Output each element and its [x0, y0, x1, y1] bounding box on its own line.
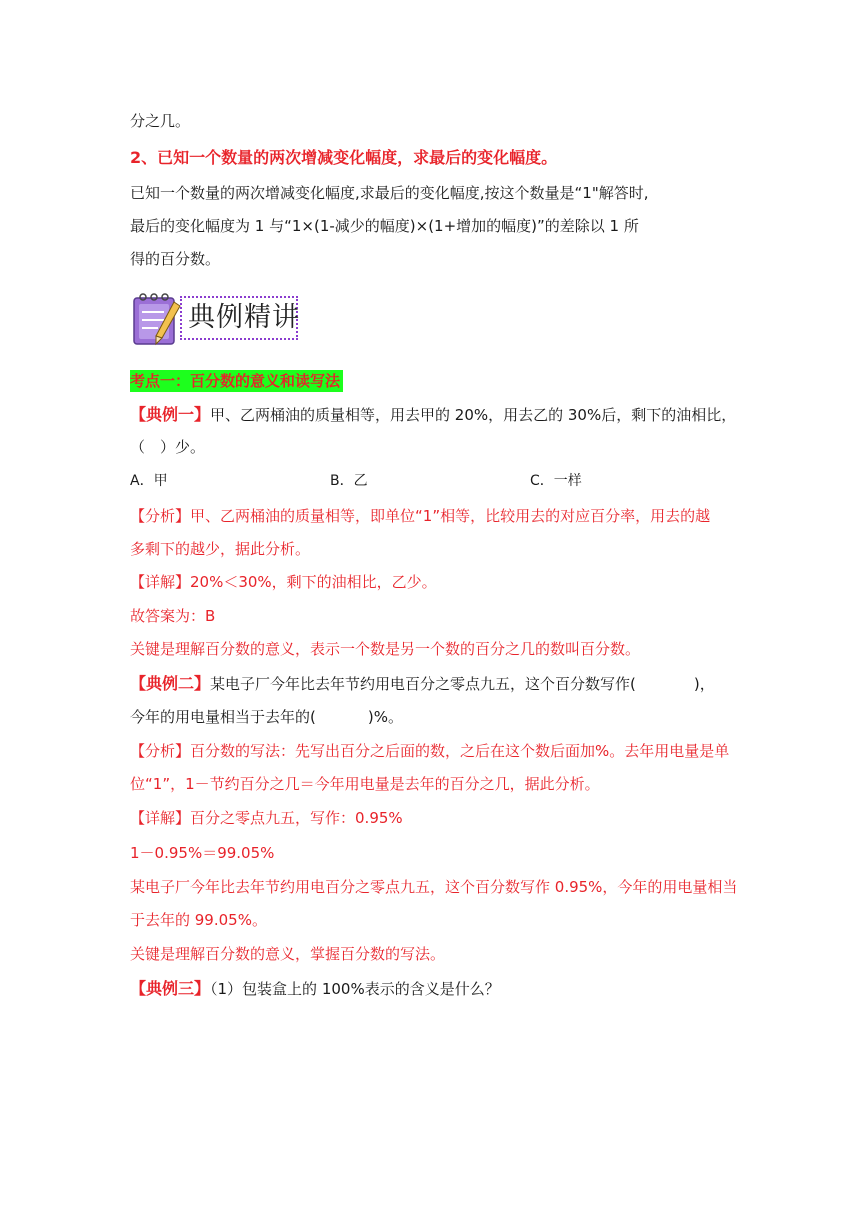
example-1-label: 【典例一】 [130, 405, 211, 424]
example-2-summary-line-1: 某电子厂今年比去年节约用电百分之零点九五，这个百分数写作 0.95%，今年的用电量相当 [130, 878, 738, 896]
example-1-question-line-2: （ ）少。 [130, 438, 206, 456]
example-2-detail: 【详解】百分之零点九五，写作：0.95% [130, 809, 403, 827]
para-line-2: 最后的变化幅度为 1 与“1×(1-减少的幅度)×(1+增加的幅度)”的差除以 1 所 [130, 217, 639, 235]
para-line-3: 得的百分数。 [130, 250, 221, 268]
example-3-question-text: （1）包装盒上的 100%表示的含义是什么？ [210, 980, 500, 998]
example-2-label: 【典例二】 [130, 674, 211, 693]
notepad-pencil-icon [130, 290, 186, 348]
example-1-detail: 【详解】20%＜30%，剩下的油相比，乙少。 [130, 573, 437, 591]
example-3-question-line-1 [130, 978, 500, 1000]
example-1-option-b: B．乙 [330, 473, 368, 489]
example-1-option-a: A．甲 [130, 473, 168, 489]
example-1-question-text: 甲、乙两桶油的质量相等，用去甲的 20%，用去乙的 30%后，剩下的油相比， [210, 406, 737, 424]
example-2-question-text-b: )， [693, 675, 715, 693]
section-heading-1: 考点一：百分数的意义和读写法 [130, 370, 343, 392]
intro-tail-text: 分之几。 [130, 112, 191, 130]
example-2-question-text-c: 今年的用电量相当于去年的( [130, 708, 316, 726]
example-2-question-text-d: )%。 [367, 708, 403, 726]
example-2-calc: 1－0.95%＝99.05% [130, 844, 275, 862]
banner-title: 典例精讲 [188, 302, 300, 333]
example-1-key-point: 关键是理解百分数的意义，表示一个数是另一个数的百分之几的数叫百分数。 [130, 640, 641, 658]
example-1-option-c: C．一样 [530, 473, 582, 489]
example-1-analysis-line-2: 多剩下的越少，据此分析。 [130, 540, 311, 558]
example-1-question-line-1 [130, 404, 736, 426]
section-banner [130, 290, 302, 348]
example-2-key-point: 关键是理解百分数的意义，掌握百分数的写法。 [130, 945, 446, 963]
para-line-1: 已知一个数量的两次增减变化幅度,求最后的变化幅度,按这个数量是“1"解答时, [130, 184, 649, 202]
example-2-question-line-1 [130, 673, 715, 695]
example-1-answer: 故答案为：B [130, 607, 216, 625]
heading-2: 2、已知一个数量的两次增减变化幅度，求最后的变化幅度。 [130, 148, 558, 167]
example-2-question-text-a: 某电子厂今年比去年节约用电百分之零点九五，这个百分数写作( [210, 675, 636, 693]
example-2-analysis-line-2: 位“1”，1－节约百分之几＝今年用电量是去年的百分之几，据此分析。 [130, 775, 600, 793]
example-2-summary-line-2: 于去年的 99.05%。 [130, 911, 267, 929]
example-2-analysis-line-1: 【分析】百分数的写法：先写出百分之后面的数，之后在这个数后面加%。去年用电量是单 [130, 742, 730, 760]
example-3-label: 【典例三】 [130, 979, 211, 998]
example-2-question-line-2 [130, 706, 403, 728]
example-1-analysis-line-1: 【分析】甲、乙两桶油的质量相等，即单位“1”相等，比较用去的对应百分率，用去的越 [130, 507, 711, 525]
